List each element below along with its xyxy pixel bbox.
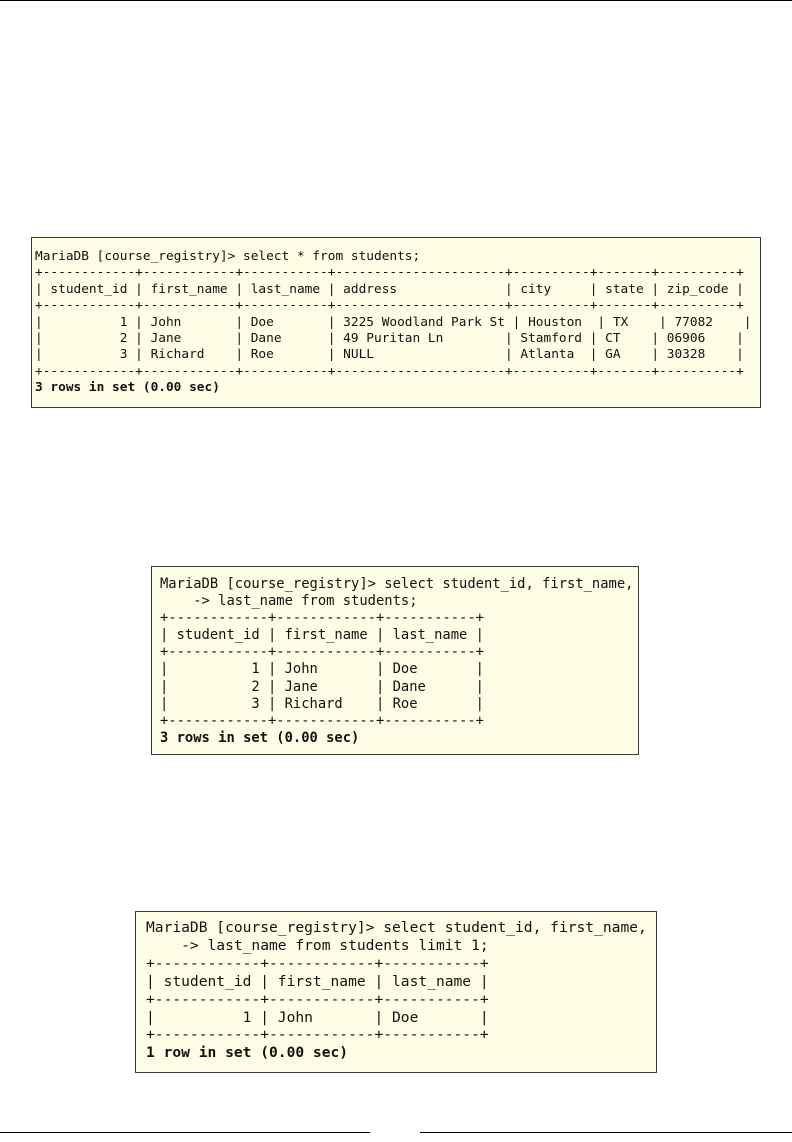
result-summary: 1 row in set (0.00 sec) xyxy=(146,1044,349,1062)
table-row: | 3 | Richard | Roe | xyxy=(160,695,484,712)
table-border-mid: +------------+------------+-----------+ xyxy=(146,990,489,1008)
terminal-text xyxy=(160,576,638,747)
table-row: | 1 | John | Doe | xyxy=(146,1008,489,1026)
terminal-output-select-limit xyxy=(135,911,657,1073)
table-row: | 3 | Richard | Roe | NULL | Atlanta | GA | 30328 | xyxy=(35,347,744,363)
terminal-output-select-columns xyxy=(151,566,639,755)
result-summary: 3 rows in set (0.00 sec) xyxy=(35,380,220,396)
footer-rule-left xyxy=(0,1132,370,1133)
table-header-row: | student_id | first_name | last_name | xyxy=(160,627,484,644)
table-row: | 1 | John | Doe | 3225 Woodland Park St | Houston | TX | 77082 | xyxy=(35,314,752,330)
header-rule xyxy=(0,0,792,1)
footer-rule-right xyxy=(420,1132,792,1133)
sql-continuation-line: -> last_name from students; xyxy=(160,593,418,610)
table-header-row: | student_id | first_name | last_name | address | city | state | zip_code | xyxy=(35,281,744,297)
table-row: | 2 | Jane | Dane | 49 Puritan Ln | Stamford | CT | 06906 | xyxy=(35,331,744,347)
sql-prompt-line: MariaDB [course_registry]> select student_id, first_name, xyxy=(146,919,647,936)
terminal-text xyxy=(146,919,656,1062)
table-border-top: +------------+------------+-----------+ xyxy=(146,954,489,972)
table-header-row: | student_id | first_name | last_name | xyxy=(146,972,489,990)
sql-prompt-line: MariaDB [course_registry]> select * from students; xyxy=(35,249,421,264)
table-border-mid: +------------+------------+-----------+----------------------+----------+-------+----------+ xyxy=(35,298,744,314)
table-row: | 2 | Jane | Dane | xyxy=(160,678,484,695)
table-border-top: +------------+------------+-----------+----------------------+----------+-------+----------+ xyxy=(35,265,744,281)
terminal-output-select-all xyxy=(31,237,761,408)
terminal-text xyxy=(35,249,760,397)
table-row: | 1 | John | Doe | xyxy=(160,661,484,678)
table-border-bottom: +------------+------------+-----------+ xyxy=(146,1026,489,1044)
table-border-bottom: +------------+------------+-----------+ xyxy=(160,712,484,729)
result-summary: 3 rows in set (0.00 sec) xyxy=(160,729,360,746)
table-border-mid: +------------+------------+-----------+ xyxy=(160,644,484,661)
sql-continuation-line: -> last_name from students limit 1; xyxy=(146,936,489,954)
sql-prompt-line: MariaDB [course_registry]> select student_id, first_name, xyxy=(160,576,634,592)
table-border-bottom: +------------+------------+-----------+----------------------+----------+-------+----------+ xyxy=(35,363,744,379)
table-border-top: +------------+------------+-----------+ xyxy=(160,610,484,627)
